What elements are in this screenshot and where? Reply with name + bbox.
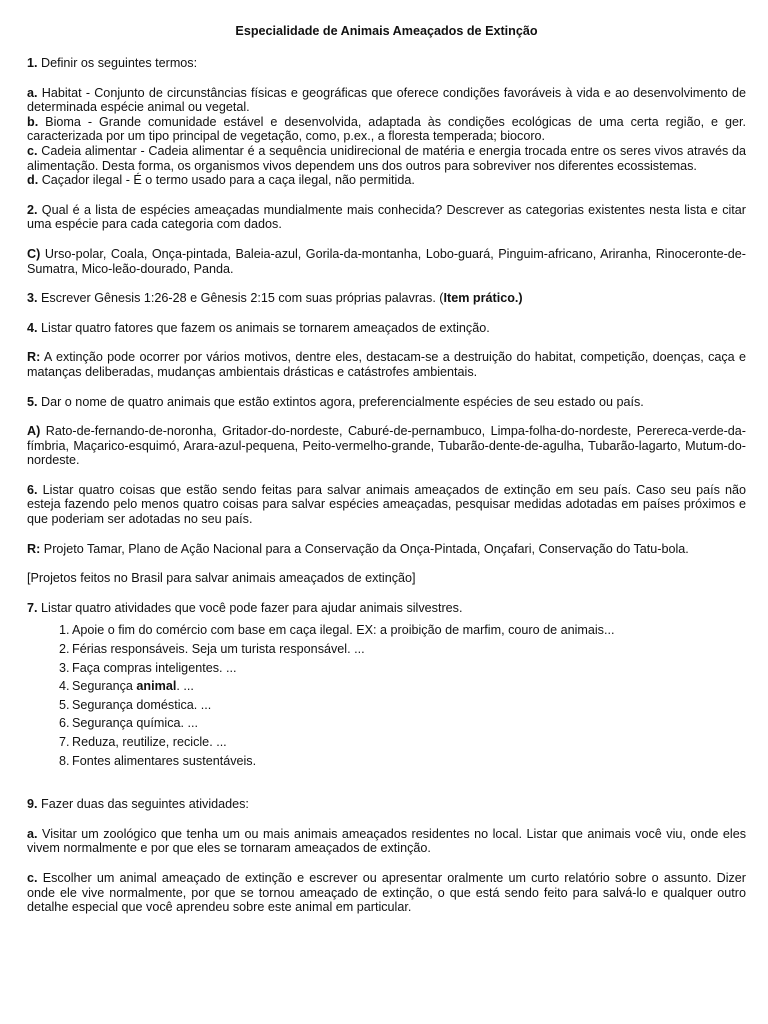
list-item-text: Apoie o fim do comércio com base em caça ilegal. EX: a proibição de marfim, couro de animais...	[72, 623, 615, 638]
list-item-number: 6.	[59, 716, 70, 731]
answer-6-note: [Projetos feitos no Brasil para salvar animais ameaçados de extinção]	[27, 571, 416, 586]
answer-label: R:	[27, 541, 41, 556]
answer-label: A)	[27, 424, 41, 439]
practical-item-label: Item prático.)	[443, 291, 523, 306]
definition-cacador-ilegal	[27, 173, 746, 188]
list-item-text: Férias responsáveis. Seja um turista responsável. ...	[72, 642, 365, 657]
definition-text: Cadeia alimentar - Cadeia alimentar é a sequência unidirecional de matéria e energia trocada entre os seres vivos através da alimentação. Desta forma, os organismos vivos dependem uns dos outros para sobreviver nos diferentes ecossistemas.	[27, 143, 746, 173]
activities-list	[27, 623, 746, 772]
list-item	[27, 716, 746, 735]
definition-text: Habitat - Conjunto de circunstâncias físicas e geográficas que oferece condições favoráveis à vida e ao desenvolvimento de determinada espécie animal ou vegetal.	[27, 85, 746, 115]
answer-text: Urso-polar, Coala, Onça-pintada, Baleia-azul, Gorila-da-montanha, Lobo-guará, Pinguim-africano, Ariranha, Rinoceronte-de-Sumatra, Mico-leão-dourado, Panda.	[27, 246, 747, 276]
answer-label: R:	[27, 350, 41, 365]
question-7	[27, 601, 746, 616]
list-item-number: 5.	[59, 697, 70, 712]
question-1	[27, 56, 746, 71]
list-item	[27, 679, 746, 698]
activity-text: Escolher um animal ameaçado de extinção e escrever ou apresentar oralmente um curto relatório sobre o assunto. Dizer onde ele vive normalmente, por que se tornou ameaçado de extinção, o que está sendo feito para salvá-lo e qualquer outro detalhe especial que você aprendeu sobre este animal em particular.	[27, 870, 747, 915]
question-number: 7.	[27, 600, 38, 615]
question-5	[27, 395, 746, 410]
list-item-text: Reduza, reutilize, recicle. ...	[72, 735, 227, 749]
activity-c	[27, 871, 746, 915]
question-text: Definir os seguintes termos:	[41, 56, 198, 70]
list-item-number: 2.	[59, 642, 70, 657]
list-item-text: Segurança animal. ...	[72, 679, 194, 694]
question-2	[27, 203, 746, 232]
activity-a	[27, 827, 746, 856]
question-number: 3.	[27, 291, 38, 306]
spacer	[27, 772, 746, 797]
answer-6	[27, 542, 746, 557]
definition-bioma	[27, 115, 746, 144]
list-item	[27, 698, 746, 717]
list-item-number: 3.	[59, 660, 70, 675]
answer-text: Rato-de-fernando-de-noronha, Gritador-do-nordeste, Caburé-de-pernambuco, Limpa-folha-do-nordeste, Perereca-verde-da-fímbria, Maçarico-esquimó, Arara-azul-pequena, Peito-vermelho-grande, Tubarão-dente-de-agulha, Tubarão-lagarto, Mutum-do-nordeste.	[27, 424, 746, 468]
list-item-number: 8.	[59, 753, 70, 768]
answer-text: A extinção pode ocorrer por vários motivos, dentre eles, destacam-se a destruição do habitat, competição, doenças, caça e matanças deliberadas, mudanças ambientais drásticas e catástrofes ambientais.	[27, 350, 746, 379]
activity-text: Visitar um zoológico que tenha um ou mais animais ameaçados residentes no local. Listar que animais você viu, onde eles vivem normalmente e por que eles se tornaram ameaçados de extinção.	[27, 826, 747, 856]
question-number: 1.	[27, 56, 38, 70]
activity-label: c.	[27, 870, 38, 885]
question-number: 5.	[27, 394, 38, 409]
list-item-number: 1.	[59, 623, 70, 638]
list-item	[27, 754, 746, 773]
definition-text: Caçador ilegal - É o termo usado para a caça ilegal, não permitida.	[41, 173, 415, 188]
definition-text: Bioma - Grande comunidade estável e desenvolvida, adaptada às condições ecológicas de uma certa região, e ger. caracterizada por um tipo principal de vegetação, como, p.ex., a floresta temperada; biocoro.	[27, 114, 747, 144]
list-item	[27, 642, 746, 661]
list-item-number: 7.	[59, 735, 70, 749]
definition-habitat	[27, 86, 746, 115]
question-number: 9.	[27, 797, 38, 812]
list-item	[27, 735, 746, 754]
question-number: 6.	[27, 482, 38, 497]
question-text: Dar o nome de quatro animais que estão extintos agora, preferencialmente espécies de seu estado ou país.	[41, 394, 644, 409]
answer-text: Projeto Tamar, Plano de Ação Nacional para a Conservação da Onça-Pintada, Onçafari, Conservação do Tatu-bola.	[43, 541, 689, 556]
definition-cadeia-alimentar	[27, 144, 746, 173]
question-text: Fazer duas das seguintes atividades:	[41, 797, 249, 812]
answer-4	[27, 350, 746, 379]
answer-label: C)	[27, 246, 41, 261]
question-text: Listar quatro fatores que fazem os animais se tornarem ameaçados de extinção.	[41, 320, 490, 335]
list-item	[27, 661, 746, 680]
answer-2	[27, 247, 746, 276]
list-item-text: Segurança química. ...	[72, 716, 199, 731]
question-6	[27, 483, 746, 527]
question-3	[27, 291, 746, 306]
definition-label: c.	[27, 143, 38, 158]
document-content	[27, 24, 746, 915]
question-text: Listar quatro coisas que estão sendo feitas para salvar animais ameaçados de extinção em seu país. Caso seu país não esteja fazendo pelo menos quatro coisas para salvar espécies ameaçadas, pesquisar medidas adotadas em países próximos e que poderiam ser adotadas no seu país.	[27, 482, 747, 527]
list-item-number: 4.	[59, 679, 70, 694]
page-title: Especialidade de Animais Ameaçados de Extinção	[235, 24, 538, 38]
list-item-text: Fontes alimentares sustentáveis.	[72, 753, 257, 768]
question-number: 2.	[27, 202, 38, 217]
question-number: 4.	[27, 320, 38, 335]
list-item	[27, 623, 746, 642]
answer-5	[27, 424, 746, 468]
question-text: Qual é a lista de espécies ameaçadas mundialmente mais conhecida? Descrever as categorias existentes nesta lista e citar uma espécie para cada categoria com dados.	[27, 202, 746, 232]
definition-label: b.	[27, 114, 39, 129]
definition-label: a.	[27, 85, 38, 100]
question-9	[27, 797, 746, 812]
question-4	[27, 321, 746, 336]
list-item-text: Segurança doméstica. ...	[72, 697, 212, 712]
activity-label: a.	[27, 826, 38, 841]
question-text: Listar quatro atividades que você pode fazer para ajudar animais silvestres.	[41, 600, 463, 615]
question-text: Escrever Gênesis 1:26-28 e Gênesis 2:15 com suas próprias palavras. (	[41, 291, 444, 306]
list-item-text: Faça compras inteligentes. ...	[72, 660, 237, 675]
definition-label: d.	[27, 173, 39, 188]
